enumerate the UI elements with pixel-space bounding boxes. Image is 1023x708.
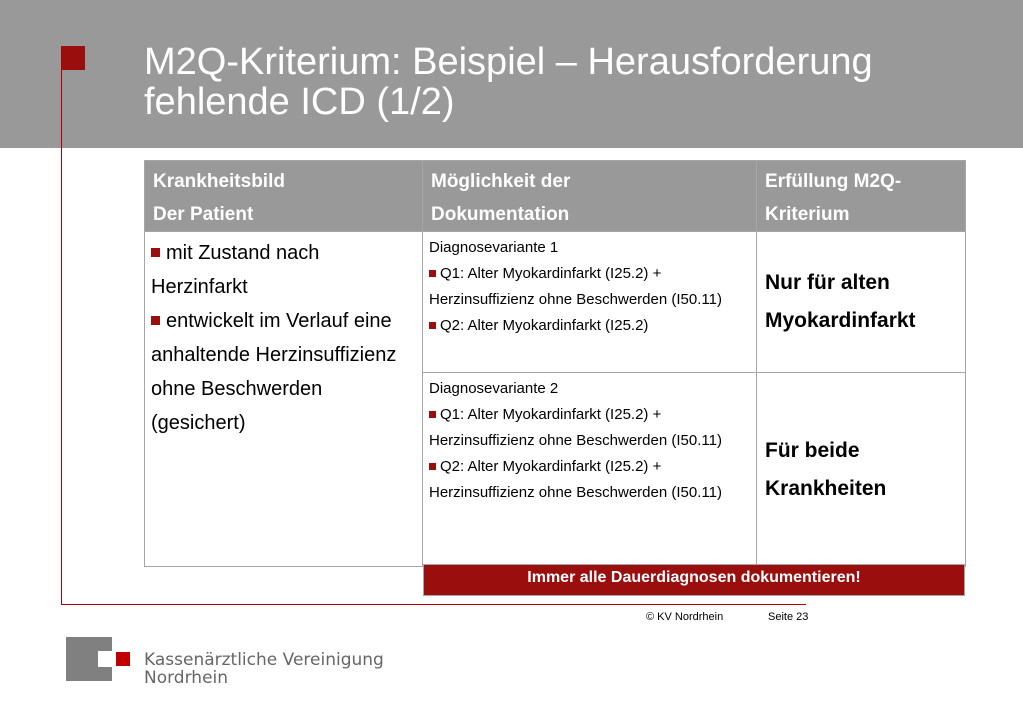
header-erfuellung	[757, 161, 966, 232]
bullet-icon	[429, 322, 436, 329]
bullet-icon	[151, 248, 160, 257]
logo-text	[144, 651, 384, 687]
footer-note-bar: Immer alle Dauerdiagnosen dokumentieren!	[423, 564, 965, 596]
variant2-result: Für beide Krankheiten	[757, 373, 966, 567]
table-row	[145, 232, 966, 373]
slide-title	[144, 42, 1004, 122]
page-number: Seite 23	[768, 611, 809, 623]
variant1-heading: Diagnosevariante 1	[429, 239, 559, 256]
list-item	[151, 304, 416, 440]
slide-title-line2: fehlende ICD (1/2)	[144, 81, 455, 123]
logo-line2: Nordrhein	[144, 668, 229, 688]
condition-cell	[145, 232, 423, 567]
variant2-q2: Q2: Alter Myokardinfarkt (I25.2) + Herzinsuffizienz ohne Beschwerden (I50.11)	[429, 458, 722, 501]
accent-square	[61, 46, 85, 70]
variant1-q1: Q1: Alter Myokardinfarkt (I25.2) + Herzinsuffizienz ohne Beschwerden (I50.11)	[429, 265, 722, 308]
variant2-q1: Q1: Alter Myokardinfarkt (I25.2) + Herzinsuffizienz ohne Beschwerden (I50.11)	[429, 406, 722, 449]
accent-line-vertical	[61, 46, 62, 605]
m2q-table	[144, 160, 966, 567]
variant1-cell	[423, 232, 757, 373]
kv-logo-icon	[66, 637, 132, 681]
header-line: Möglichkeit der	[431, 171, 571, 192]
bullet-icon	[151, 316, 160, 325]
bullet-icon	[429, 411, 436, 418]
variant1-q2: Q2: Alter Myokardinfarkt (I25.2)	[440, 317, 649, 334]
copyright-text: © KV Nordrhein	[646, 611, 724, 623]
bullet-icon	[429, 270, 436, 277]
list-item	[151, 236, 416, 304]
table-header-row	[145, 161, 966, 232]
header-line: Krankheitsbild	[153, 171, 285, 192]
list-item	[429, 313, 750, 339]
header-krankheitsbild	[145, 161, 423, 232]
logo-line1: Kassenärztliche Vereinigung	[144, 650, 384, 670]
condition-item-2: entwickelt im Verlauf eine anhaltende Herzinsuffizienz ohne Beschwerden (gesichert)	[151, 310, 397, 434]
header-line: Der Patient	[153, 204, 254, 225]
accent-line-horizontal	[61, 604, 806, 605]
header-line: Kriterium	[765, 204, 850, 225]
header-line: Erfüllung M2Q-	[765, 171, 902, 192]
list-item	[429, 402, 750, 454]
variant1-result: Nur für alten Myokardinfarkt	[757, 232, 966, 373]
variant2-heading: Diagnosevariante 2	[429, 380, 559, 397]
condition-item-1: mit Zustand nach Herzinfarkt	[151, 242, 320, 298]
header-line: Dokumentation	[431, 204, 570, 225]
variant2-cell	[423, 373, 757, 567]
list-item	[429, 261, 750, 313]
header-dokumentation	[423, 161, 757, 232]
list-item	[429, 454, 750, 506]
bullet-icon	[429, 463, 436, 470]
slide-title-line1: M2Q-Kriterium: Beispiel – Herausforderung	[144, 41, 873, 83]
